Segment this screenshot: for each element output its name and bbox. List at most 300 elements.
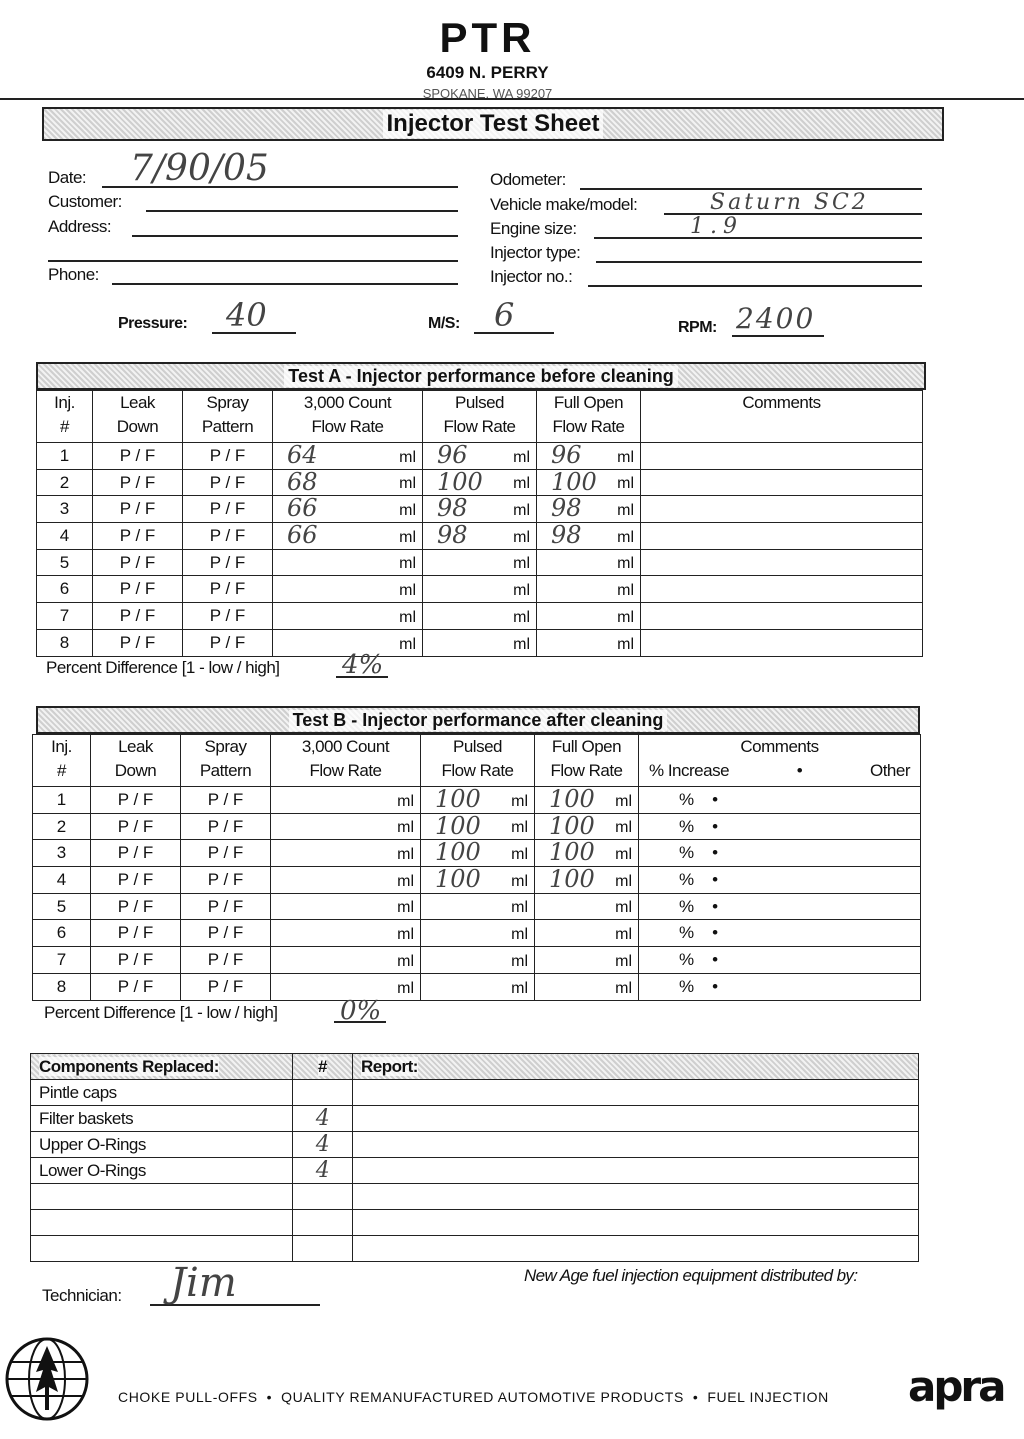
count-flow-rate[interactable]	[271, 920, 421, 947]
unit-ml: ml	[399, 608, 416, 626]
address-field[interactable]	[132, 235, 458, 237]
pulsed-flow-rate-value: 100	[437, 469, 483, 496]
header-other: Other	[869, 761, 910, 780]
count-flow-rate[interactable]	[273, 469, 423, 496]
injector-type-field[interactable]	[596, 261, 922, 263]
spray-pattern-pf[interactable]: P / F	[181, 813, 271, 840]
full-open-flow-rate[interactable]	[537, 469, 641, 496]
count-flow-rate[interactable]	[273, 549, 423, 576]
unit-ml: ml	[399, 635, 416, 653]
spray-pattern-pf[interactable]: P / F	[183, 443, 273, 470]
unit-ml: ml	[511, 819, 528, 837]
comments-cell[interactable]	[641, 443, 923, 470]
pulsed-flow-rate[interactable]	[423, 629, 537, 656]
injector-number: 6	[33, 920, 91, 947]
component-row	[31, 1106, 919, 1132]
address-line-2: SPOKANE, WA 99207	[422, 86, 553, 101]
technician-signature: Jim	[170, 1260, 237, 1306]
date-label: Date:	[48, 168, 87, 187]
percent-increase-cell[interactable]	[639, 840, 921, 867]
injector-no-label: Injector no.:	[490, 267, 573, 286]
unit-ml: ml	[513, 582, 530, 600]
component-qty[interactable]: 4	[293, 1132, 353, 1158]
percent-sign: %	[679, 923, 695, 943]
injector-number: 8	[37, 629, 93, 656]
component-name: Upper O-Rings	[31, 1132, 293, 1158]
percent-sign: %	[679, 843, 695, 863]
leak-down-pf[interactable]: P / F	[91, 920, 181, 947]
injector-number: 3	[33, 840, 91, 867]
header-count-flow: 3,000 Count Flow Rate	[273, 391, 423, 443]
vehicle-value: Saturn SC2	[710, 190, 869, 215]
test-a-row	[37, 629, 923, 656]
spray-pattern-pf[interactable]: P / F	[183, 629, 273, 656]
test-a-row	[37, 603, 923, 630]
test-b-row	[33, 893, 921, 920]
unit-ml: ml	[513, 635, 530, 653]
test-b-title: Test B - Injector performance after cleaning	[289, 710, 668, 731]
pulsed-flow-rate[interactable]	[421, 813, 535, 840]
leak-down-pf[interactable]: P / F	[91, 813, 181, 840]
rpm-field[interactable]	[732, 335, 824, 337]
comments-cell[interactable]	[641, 523, 923, 550]
injector-number: 1	[33, 787, 91, 814]
leak-down-pf[interactable]: P / F	[93, 443, 183, 470]
spray-pattern-pf[interactable]: P / F	[183, 549, 273, 576]
rpm-label: RPM:	[678, 319, 717, 336]
full-open-flow-rate-value: 98	[551, 495, 582, 523]
component-qty[interactable]	[293, 1184, 353, 1210]
test-a-row	[37, 576, 923, 603]
unit-ml: ml	[615, 872, 632, 890]
header-increase: % Increase	[649, 761, 730, 780]
full-open-flow-rate[interactable]	[537, 603, 641, 630]
injector-type-label: Injector type:	[490, 243, 581, 262]
percent-increase-cell[interactable]	[639, 973, 921, 1000]
leak-down-pf[interactable]: P / F	[93, 496, 183, 523]
leak-down-pf[interactable]: P / F	[91, 787, 181, 814]
component-row	[31, 1210, 919, 1236]
comments-cell[interactable]	[641, 496, 923, 523]
pulsed-flow-rate[interactable]	[423, 603, 537, 630]
percent-sign: %	[679, 789, 695, 809]
component-row	[31, 1132, 919, 1158]
count-flow-rate[interactable]	[273, 576, 423, 603]
component-qty[interactable]	[293, 1236, 353, 1262]
header-leak-down: Leak Down	[93, 391, 183, 443]
full-open-flow-rate[interactable]	[537, 629, 641, 656]
component-name: Filter baskets	[31, 1106, 293, 1132]
full-open-flow-rate[interactable]	[535, 840, 639, 867]
component-report[interactable]	[353, 1184, 919, 1210]
full-open-flow-rate[interactable]	[537, 443, 641, 470]
bullet: •	[712, 869, 719, 889]
engine-label: Engine size:	[490, 219, 577, 238]
unit-ml: ml	[511, 899, 528, 917]
unit-ml: ml	[399, 448, 416, 466]
injector-number: 5	[33, 893, 91, 920]
address-label: Address:	[48, 217, 112, 236]
pulsed-flow-rate[interactable]	[421, 867, 535, 894]
unit-ml: ml	[399, 555, 416, 573]
full-open-flow-rate-value: 100	[551, 469, 597, 496]
test-b-banner	[36, 706, 920, 734]
test-a-row	[37, 443, 923, 470]
component-row	[31, 1158, 919, 1184]
components-header-row	[31, 1054, 919, 1080]
leak-down-pf[interactable]: P / F	[93, 576, 183, 603]
form-title-banner	[42, 107, 944, 141]
unit-ml: ml	[615, 926, 632, 944]
header-full-open-flow: Full Open Flow Rate	[535, 735, 639, 787]
spray-pattern-pf[interactable]: P / F	[183, 576, 273, 603]
unit-ml: ml	[397, 899, 414, 917]
bullet: •	[712, 923, 719, 943]
unit-ml: ml	[513, 528, 530, 546]
count-flow-rate[interactable]	[271, 813, 421, 840]
test-b-percent-label: Percent Difference [1 - low / high]	[44, 1003, 278, 1022]
full-open-flow-rate[interactable]	[537, 496, 641, 523]
unit-ml: ml	[511, 792, 528, 810]
footer-tagline: CHOKE PULL-OFFS • QUALITY REMANUFACTURED AUTOMOTIVE PRODUCTS • FUEL INJECTION	[118, 1389, 829, 1405]
unit-ml: ml	[511, 979, 528, 997]
rpm-value: 2400	[736, 302, 816, 335]
full-open-flow-rate[interactable]	[535, 920, 639, 947]
full-open-flow-rate[interactable]	[535, 867, 639, 894]
pulsed-flow-rate[interactable]	[421, 787, 535, 814]
ms-label: M/S:	[428, 315, 460, 332]
unit-ml: ml	[615, 792, 632, 810]
full-open-flow-rate[interactable]	[535, 813, 639, 840]
engine-field[interactable]	[594, 237, 922, 239]
spray-pattern-pf[interactable]: P / F	[181, 947, 271, 974]
percent-increase-cell[interactable]	[639, 920, 921, 947]
count-flow-rate[interactable]	[273, 523, 423, 550]
header-bullet: •	[796, 761, 803, 780]
test-b-row	[33, 947, 921, 974]
unit-ml: ml	[617, 448, 634, 466]
header-spray-pattern: Spray Pattern	[181, 735, 271, 787]
test-a-row	[37, 549, 923, 576]
percent-sign: %	[679, 896, 695, 916]
unit-ml: ml	[511, 926, 528, 944]
injector-number: 7	[37, 603, 93, 630]
full-open-flow-rate[interactable]	[537, 523, 641, 550]
component-name	[31, 1236, 293, 1262]
unit-ml: ml	[397, 926, 414, 944]
unit-ml: ml	[399, 475, 416, 493]
injector-number: 3	[37, 496, 93, 523]
component-row	[31, 1080, 919, 1106]
full-open-flow-rate-value: 96	[551, 442, 582, 469]
pulsed-flow-rate-value: 96	[437, 442, 468, 469]
header-count-flow: 3,000 Count Flow Rate	[271, 735, 421, 787]
component-name: Pintle caps	[31, 1080, 293, 1106]
unit-ml: ml	[397, 846, 414, 864]
test-b-header-row	[33, 735, 921, 787]
test-b-row	[33, 840, 921, 867]
test-b-row	[33, 867, 921, 894]
bullet: •	[712, 976, 719, 996]
injector-number: 6	[37, 576, 93, 603]
percent-increase-cell[interactable]	[639, 813, 921, 840]
phone-label: Phone:	[48, 265, 99, 284]
leak-down-pf[interactable]: P / F	[93, 523, 183, 550]
address-field-2[interactable]	[48, 260, 458, 262]
count-flow-rate[interactable]	[271, 893, 421, 920]
distributed-by-text: New Age fuel injection equipment distributed by:	[524, 1266, 858, 1285]
full-open-flow-rate-value: 100	[549, 786, 595, 813]
full-open-flow-rate-value: 100	[549, 813, 595, 840]
count-flow-rate[interactable]	[271, 787, 421, 814]
header-inj: Inj. #	[37, 391, 93, 443]
full-open-flow-rate-value: 100	[549, 866, 595, 894]
component-qty[interactable]: 4	[293, 1158, 353, 1184]
percent-sign: %	[679, 976, 695, 996]
pressure-label: Pressure:	[118, 315, 188, 332]
spray-pattern-pf[interactable]: P / F	[181, 920, 271, 947]
unit-ml: ml	[615, 846, 632, 864]
spray-pattern-pf[interactable]: P / F	[183, 496, 273, 523]
injector-number: 7	[33, 947, 91, 974]
unit-ml: ml	[399, 502, 416, 520]
header-comments: Comments	[641, 391, 923, 443]
test-a-title: Test A - Injector performance before cleaning	[284, 366, 677, 387]
test-b-row	[33, 787, 921, 814]
unit-ml: ml	[615, 952, 632, 970]
pulsed-flow-rate[interactable]	[423, 523, 537, 550]
count-flow-rate[interactable]	[273, 603, 423, 630]
header-full-open-flow: Full Open Flow Rate	[537, 391, 641, 443]
top-rule	[0, 98, 1024, 100]
test-a-row	[37, 469, 923, 496]
odometer-label: Odometer:	[490, 170, 566, 189]
component-name	[31, 1210, 293, 1236]
percent-sign: %	[679, 949, 695, 969]
injector-number: 2	[33, 813, 91, 840]
comments-cell[interactable]	[641, 576, 923, 603]
pulsed-flow-rate-value: 100	[435, 866, 481, 894]
test-b-percent-value: 0%	[340, 996, 382, 1026]
pulsed-flow-rate[interactable]	[423, 549, 537, 576]
unit-ml: ml	[511, 846, 528, 864]
leak-down-pf[interactable]: P / F	[91, 840, 181, 867]
pulsed-flow-rate[interactable]	[423, 576, 537, 603]
count-flow-rate[interactable]	[271, 840, 421, 867]
pulsed-flow-rate[interactable]	[423, 443, 537, 470]
header-comments: Comments % Increase • Other	[639, 735, 921, 787]
component-qty[interactable]: 4	[293, 1106, 353, 1132]
percent-increase-cell[interactable]	[639, 893, 921, 920]
brand-title: PTR	[439, 14, 536, 61]
component-report[interactable]	[353, 1106, 919, 1132]
spray-pattern-pf[interactable]: P / F	[183, 523, 273, 550]
unit-ml: ml	[513, 555, 530, 573]
percent-increase-cell[interactable]	[639, 867, 921, 894]
pulsed-flow-rate-value: 98	[437, 522, 468, 550]
pulsed-flow-rate[interactable]	[421, 920, 535, 947]
component-report[interactable]	[353, 1132, 919, 1158]
header-pulsed-flow: Pulsed Flow Rate	[423, 391, 537, 443]
count-flow-rate-value: 68	[287, 469, 318, 496]
pulsed-flow-rate-value: 100	[435, 786, 481, 813]
full-open-flow-rate[interactable]	[535, 893, 639, 920]
header-spray-pattern: Spray Pattern	[183, 391, 273, 443]
unit-ml: ml	[617, 582, 634, 600]
bullet: •	[712, 896, 719, 916]
injector-number: 8	[33, 973, 91, 1000]
components-header-name: Components Replaced:	[31, 1054, 293, 1080]
count-flow-rate[interactable]	[271, 867, 421, 894]
spray-pattern-pf[interactable]: P / F	[181, 893, 271, 920]
globe-logo-icon	[2, 1334, 92, 1424]
count-flow-rate[interactable]	[271, 947, 421, 974]
component-row	[31, 1184, 919, 1210]
injector-number: 1	[37, 443, 93, 470]
test-a-row	[37, 496, 923, 523]
test-a-header-row	[37, 391, 923, 443]
leak-down-pf[interactable]: P / F	[91, 867, 181, 894]
spray-pattern-pf[interactable]: P / F	[181, 840, 271, 867]
percent-increase-cell[interactable]	[639, 787, 921, 814]
leak-down-pf[interactable]: P / F	[93, 629, 183, 656]
component-report[interactable]	[353, 1236, 919, 1262]
header-pulsed-flow: Pulsed Flow Rate	[421, 735, 535, 787]
component-qty[interactable]	[293, 1210, 353, 1236]
component-report[interactable]	[353, 1158, 919, 1184]
test-b-row	[33, 813, 921, 840]
full-open-flow-rate[interactable]	[535, 973, 639, 1000]
count-flow-rate[interactable]	[273, 496, 423, 523]
phone-field[interactable]	[112, 283, 458, 285]
unit-ml: ml	[615, 979, 632, 997]
percent-increase-cell[interactable]	[639, 947, 921, 974]
test-a-table	[36, 390, 923, 657]
pulsed-flow-rate[interactable]	[423, 469, 537, 496]
full-open-flow-rate[interactable]	[537, 576, 641, 603]
header-inj: Inj. #	[33, 735, 91, 787]
spray-pattern-pf[interactable]: P / F	[183, 469, 273, 496]
unit-ml: ml	[513, 448, 530, 466]
bullet: •	[712, 949, 719, 969]
unit-ml: ml	[513, 608, 530, 626]
spray-pattern-pf[interactable]: P / F	[181, 973, 271, 1000]
injector-no-field[interactable]	[588, 285, 922, 287]
pulsed-flow-rate-value: 98	[437, 495, 468, 523]
pulsed-flow-rate[interactable]	[421, 840, 535, 867]
unit-ml: ml	[617, 608, 634, 626]
leak-down-pf[interactable]: P / F	[91, 947, 181, 974]
bullet: •	[712, 843, 719, 863]
injector-number: 4	[37, 523, 93, 550]
count-flow-rate[interactable]	[273, 443, 423, 470]
count-flow-rate-value: 66	[287, 522, 318, 550]
pulsed-flow-rate-value: 100	[435, 839, 481, 867]
unit-ml: ml	[511, 952, 528, 970]
customer-field[interactable]	[146, 210, 458, 212]
component-row	[31, 1236, 919, 1262]
unit-ml: ml	[617, 475, 634, 493]
unit-ml: ml	[397, 952, 414, 970]
technician-label: Technician:	[42, 1286, 122, 1305]
leak-down-pf[interactable]: P / F	[91, 893, 181, 920]
unit-ml: ml	[399, 528, 416, 546]
header-leak-down: Leak Down	[91, 735, 181, 787]
test-b-table	[32, 734, 921, 1001]
customer-label: Customer:	[48, 192, 122, 211]
test-a-banner	[36, 362, 926, 390]
component-report[interactable]	[353, 1080, 919, 1106]
unit-ml: ml	[617, 635, 634, 653]
pressure-value: 40	[226, 296, 267, 334]
leak-down-pf[interactable]: P / F	[93, 549, 183, 576]
component-qty[interactable]	[293, 1080, 353, 1106]
leak-down-pf[interactable]: P / F	[91, 973, 181, 1000]
unit-ml: ml	[615, 899, 632, 917]
full-open-flow-rate-value: 98	[551, 522, 582, 550]
injector-number: 2	[37, 469, 93, 496]
pulsed-flow-rate[interactable]	[423, 496, 537, 523]
full-open-flow-rate[interactable]	[537, 549, 641, 576]
address-line-1: 6409 N. PERRY	[426, 63, 549, 82]
unit-ml: ml	[397, 979, 414, 997]
ms-value: 6	[494, 296, 515, 334]
full-open-flow-rate[interactable]	[535, 947, 639, 974]
comments-cell[interactable]	[641, 603, 923, 630]
pulsed-flow-rate[interactable]	[421, 893, 535, 920]
bullet: •	[712, 789, 719, 809]
percent-sign: %	[679, 816, 695, 836]
vehicle-label: Vehicle make/model:	[490, 195, 638, 214]
spray-pattern-pf[interactable]: P / F	[183, 603, 273, 630]
component-name: Lower O-Rings	[31, 1158, 293, 1184]
unit-ml: ml	[513, 475, 530, 493]
comments-cell[interactable]	[641, 469, 923, 496]
test-b-row	[33, 973, 921, 1000]
date-value: 7/90/05	[130, 148, 269, 189]
test-a-percent-label: Percent Difference [1 - low / high]	[46, 658, 280, 677]
spray-pattern-pf[interactable]: P / F	[181, 787, 271, 814]
pulsed-flow-rate[interactable]	[421, 947, 535, 974]
full-open-flow-rate[interactable]	[535, 787, 639, 814]
components-header-num: #	[293, 1054, 353, 1080]
test-a-percent-value: 4%	[342, 650, 384, 680]
unit-ml: ml	[397, 792, 414, 810]
unit-ml: ml	[617, 502, 634, 520]
injector-number: 5	[37, 549, 93, 576]
percent-sign: %	[679, 869, 695, 889]
bullet: •	[712, 816, 719, 836]
leak-down-pf[interactable]: P / F	[93, 603, 183, 630]
pulsed-flow-rate-value: 100	[435, 813, 481, 840]
engine-value: 1.9	[690, 214, 743, 239]
apra-logo: apra	[908, 1362, 1004, 1411]
leak-down-pf[interactable]: P / F	[93, 469, 183, 496]
form-title: Injector Test Sheet	[383, 110, 604, 138]
full-open-flow-rate-value: 100	[549, 839, 595, 867]
test-b-row	[33, 920, 921, 947]
count-flow-rate-value: 64	[287, 442, 318, 469]
unit-ml: ml	[617, 528, 634, 546]
comments-cell[interactable]	[641, 629, 923, 656]
component-report[interactable]	[353, 1210, 919, 1236]
spray-pattern-pf[interactable]: P / F	[181, 867, 271, 894]
pulsed-flow-rate[interactable]	[421, 973, 535, 1000]
unit-ml: ml	[615, 819, 632, 837]
components-table	[30, 1053, 919, 1262]
unit-ml: ml	[397, 872, 414, 890]
comments-cell[interactable]	[641, 549, 923, 576]
